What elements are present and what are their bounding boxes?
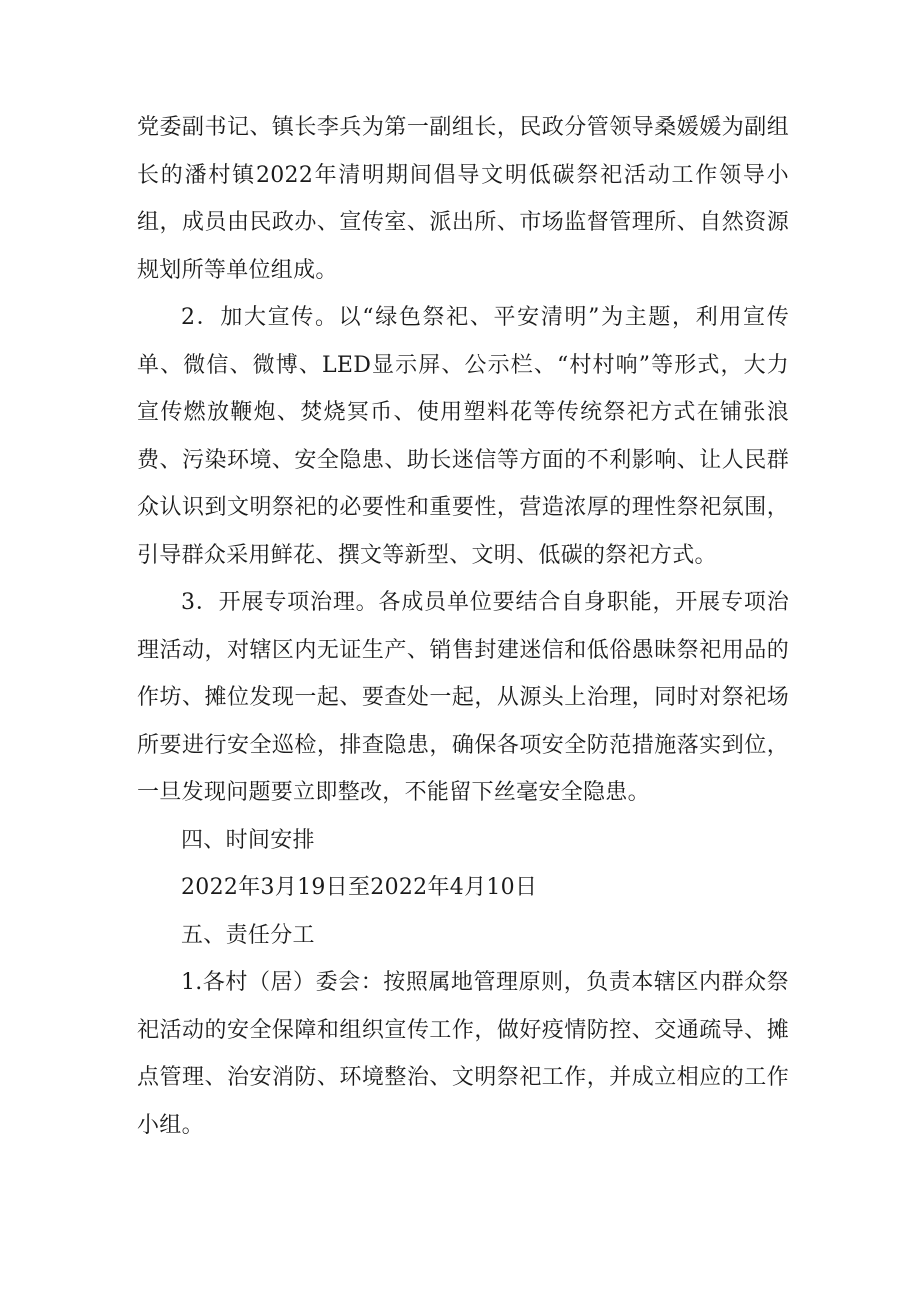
paragraph-special-governance: 3．开展专项治理。各成员单位要结合自身职能，开展专项治理活动，对辖区内无证生产、销售封建迷信和低俗愚昧祭祀用品的作坊、摊位发现一起、要查处一起，从源头上治理，同时对祭祀场所要进行安全巡检，排查隐患，确保各项安全防范措施落实到位，一旦发现问题要立即整改，不能留下丝毫安全隐患。 (137, 590, 789, 805)
document-body (137, 104, 789, 1149)
paragraph-leading-group: 党委副书记、镇长李兵为第一副组长，民政分管领导桑媛媛为副组长的潘村镇2022年清明期间倡导文明低碳祭祀活动工作领导小组，成员由民政办、宣传室、派出所、市场监督管理所、自然资源规划所等单位组成。 (137, 115, 789, 283)
paragraph-date-range: 2022年3月19日至2022年4月10日 (181, 875, 538, 900)
section-heading-schedule: 四、时间安排 (181, 827, 315, 853)
paragraph-village-committees: 1.各村（居）委会：按照属地管理原则，负责本辖区内群众祭祀活动的安全保障和组织宣传工作，做好疫情防控、交通疏导、摊点管理、治安消防、环境整治、文明祭祀工作，并成立相应的工作小组。 (137, 970, 789, 1138)
paragraph-publicity: 2．加大宣传。以“绿色祭祀、平安清明”为主题，利用宣传单、微信、微博、LED显示屏、公示栏、“村村响”等形式，大力宣传燃放鞭炮、焚烧冥币、使用塑料花等传统祭祀方式在铺张浪费、污染环境、安全隐患、助长迷信等方面的不利影响、让人民群众认识到文明祭祀的必要性和重要性，营造浓厚的理性祭祀氛围，引导群众采用鲜花、撰文等新型、文明、低碳的祭祀方式。 (137, 305, 789, 568)
section-heading-responsibilities: 五、责任分工 (181, 922, 315, 948)
